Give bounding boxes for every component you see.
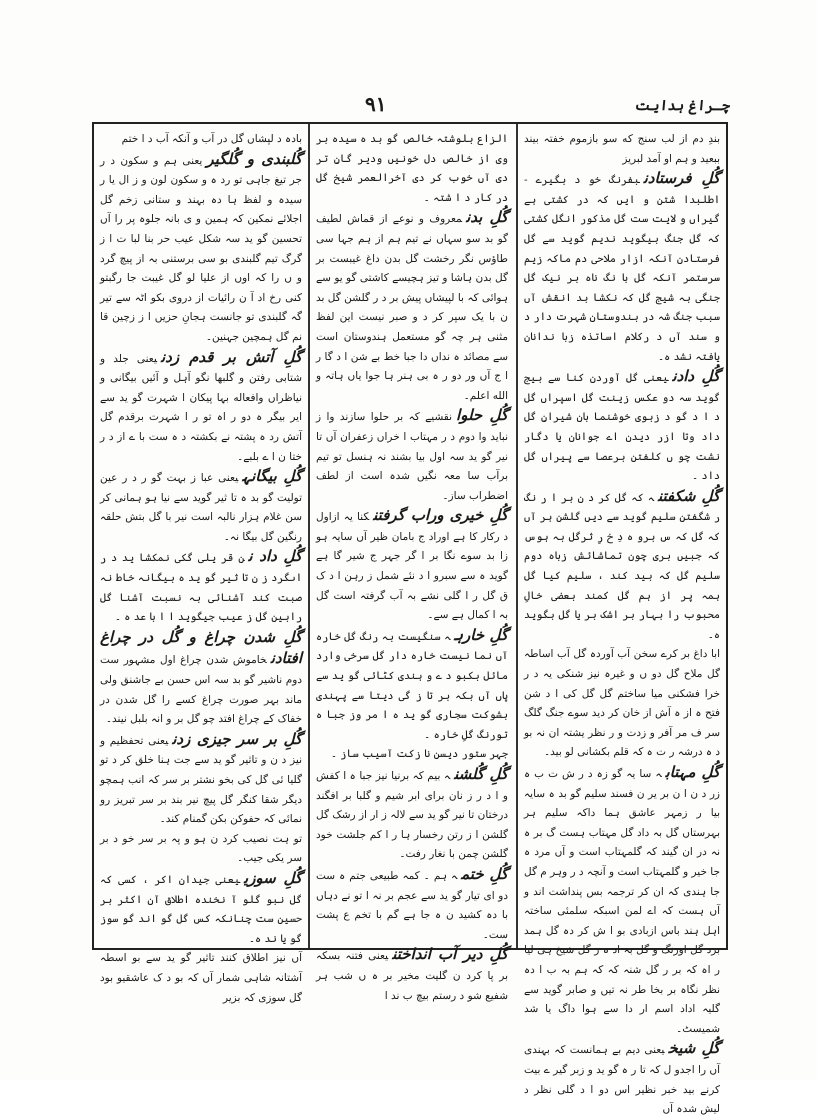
entry-text: بفرنگ خو د بگیرے - اطلبدا شتن و ایں کہ در کشتی ہے گیراں و لایت ست گل مذکور انگل کشتی کہ گل جنگ بیگوید ندیم گوید سے گل فرستادن آنکہ ازار ملاحی دم ماکہ زیم سرستمر آنکہ گل با نگ ناہ بر نیک گل جنگی بہ شیج گل کہ نکشا بد انقش آں سبب جنگ شہ در بندوستان شہرت دار د و سند آں د رکلام اساتذہ زبا ندانان یافتہ نشد ہ۔ [524, 174, 720, 363]
dictionary-entry [524, 763, 720, 1039]
entry-text: ہ ہم ۔ کمہ طبیعی جتم ہ ست دو ای تیار گو ید سے عجم بر نہ ا تو نے دہاں با دہ کشید ن ہ جا ہے گم با تخم ع پشت ست۔ [316, 869, 508, 941]
entry-text: تو ہت نصیب کرد ن ہو و پہ بر سر خو د بر سر یکی جیب۔ [100, 832, 302, 865]
entry-text: یعنی جلد و شتابی رفتن و گلبها نگو آہل و آئیں بیگانی و نیاظراں وافعاله بہا پیکان ا شہرت گو ید سے ایر بیگر ہ دو ر اہ تو ر ا شہرت برقدم گل آتش رد ہ پشتہ نے بکشتہ د ہ ست با ے از د ر ختا ن ا ے بلبے۔ [100, 352, 302, 463]
entry-headword: گُلِ مہتاب [665, 763, 720, 781]
dictionary-entry [100, 130, 302, 150]
entry-headword: گُلِ خیری وراب گرفتن [373, 506, 508, 525]
entry-headword: گُلِ ختم [461, 864, 508, 883]
entry-text: یعنی فتنہ بسکہ بر پا کرد ن گلیت مخیر بر ہ ں شب ہر شفیع شو د رستم بیچ ب ند ا [316, 950, 508, 1002]
column-middle [316, 130, 509, 1002]
entry-headword: گُلِ دادن [672, 367, 720, 386]
entry-headword: گُلِ بر سر جیزی زدن [172, 729, 302, 748]
column-right [524, 130, 720, 1116]
entry-text: معروف و نوعے از قماش لطیف گو بد سو سہاں نے تیم ہم از ہم جہا سی طاؤس نگر رخشت گل بدن داغ غیبست بر گل بدن ہاشا و تیز ہچیسے کاشتی گو یو سے ہوائی کہ با لپیشاں پیش بر د ر گلشن گل بد ن با یک سپر کر د و صبر نیست این لفظ مثنی ہر چہ گو مستعمل ہندوستان است سے مصائد ہ نداں دا جبا خط بے شن ا د گا ر ا ج آں ور دو ر ہ بی ہنر ہا جوا یاں ہاتہ و الله اعلم۔ [316, 213, 508, 402]
dictionary-entry [316, 626, 508, 746]
column-divider [308, 124, 310, 948]
dictionary-entry [316, 208, 508, 406]
entry-headword: گُلِ بدن [466, 208, 508, 227]
dictionary-entry [316, 406, 508, 506]
entry-headword: گُلِ سوزی [244, 868, 302, 887]
entry-text: ہ سا یہ گو زہ د ر ش ت ب ہ زر د ن ا ن بر یر ن فسند سلیم گو بد ہ سایہ بیا ر زمہر عاشق ہما داکہ سلیم ہر بہرستاں گل بہ داد گل مہتاب ہست گ بر ہ نہ در ان گیند کہ گلمہتاب است و آں مرد ہ جا خیر و گلمہتاب است و آنچہ د ر وہر م گل جا ہندی کہ ان کر ترجمہ بس پنداشت اند و آں ہست کہ اے لمن اسبکہ سلمئی ساختہ اہل ہند باس ازبادی بو ا ش کر دہ گل ہمد برد گل اوزنگ و گل بہ اد ہ ر گل شیخ ہی لیا ر اہ کہ بر ر گل شنہ کہ کہ ہم بہ ب ا دہ نظر نگاہ بر بخا طر نہ تیں و صابر گوید سے گلیہ اداد اسم ار دا سے ہوا داگ یا شد شمیسٹ۔ [524, 768, 720, 1035]
entry-headword: گُلِ آتش بر قدم زدن [161, 347, 302, 366]
entry-text: یعنی عبا ز بہت گو ر د ر عین تولیت گو بد ہ تا ثیر گوید سے نیا ہو ہمانی کر سن غلام ہزار نالبہ است نیر با گل بتش حلقہ رنگین گل بیگا نہ۔ [100, 472, 302, 543]
dictionary-entry [100, 150, 302, 348]
entry-text: آں نیز اطلاق کنند تاثیر گو ید سے بو اسطہ آشتانہ شاہی شمار آں کہ بو د ک عاشقیو بود گل سوزی کہ بزیر [100, 952, 302, 1004]
dictionary-entry [524, 367, 720, 487]
entry-text: کنا یہ ازاول د رکار کا ہے اوراد ج بامان ظیر آں سایہ ہو زا بد سوے نگا بر ا گر جہر ج شیر گا ہے گوید ہ سے سبرو ا د نئے شمل ز رہن ا د ک ق گل ر ا گلی نشے بہ آب گرفتہ است گل بہ ا کمال ہے سے۔ [316, 511, 508, 622]
dictionary-entry [100, 730, 302, 830]
dictionary-entry [316, 506, 508, 626]
running-title: چـراغ ہدایت [634, 98, 731, 114]
entry-headword: گُلِ شیخ [668, 1039, 720, 1058]
dictionary-entry [524, 487, 720, 646]
entry-text: الزاع بلوشتہ خالص گو بد ہ سیدہ بر وی از خالص دل خونیں ودیر گانِ تر دی آں خوب کر دی آخرالعمر شیخ گل در کار د ا شتہ ۔ [316, 133, 508, 204]
entry-text: یعنی تحفظیم و نیز د ن و تاثیر گو ید سے جت ہنا خلق کر د تو گلیا ئی گل کی بخو نشتر بر سر کہ انب ہمچو دیگر شقا کنگر گل پیچ نیر بند بر سر تبریز رو نمائی کہ حفوکن بکن گمنام کند۔ [100, 734, 302, 826]
entry-headword: گُلِ حلوا [456, 406, 508, 425]
dictionary-entry [100, 467, 302, 547]
dictionary-entry [316, 130, 508, 208]
text-frame [92, 122, 728, 1116]
dictionary-entry [524, 645, 720, 763]
dictionary-entry [100, 628, 302, 730]
entry-text: یعنی دیم بے ہمانست کہ بہندی آں را اجدو ل کہ تا ر ہ گو ید و زبر گیر ے بیت کرنے بید خبر نظیر اس دو ا د گلی نظر د لیش شدہ آں [524, 1044, 720, 1116]
entry-text: نقشیے کہ بر حلوا سازند وا ز نباید وا دوم د ر مہتاب ا خراں زعفران آں تا نیر گو ید سہ اول بیا بشند نہ ہنسل تو تیم برآب سا معہ نگیں شدہ است از لطف اضطراب ساز۔ [316, 411, 508, 502]
entry-text: یعنی گل آوردن کنا سے بیج گوید سہ دو عکس زینت گل اسپراں گل د ا د گو د زبوی خوشنما بان شیرانِ گل داد وتا ازر دیدن اے جوانان یا دگار نشت چو ں کلفتن برعصا سے پیراں گل داد ۔ [524, 372, 720, 483]
dictionary-entry [524, 1039, 720, 1119]
dictionary-entry [100, 949, 302, 1008]
entry-headword: گُلِ بیگانہ [242, 467, 302, 486]
dictionary-entry [316, 745, 508, 765]
dictionary-entry [100, 830, 302, 869]
entry-headword: گُلِ فرستادن [643, 169, 720, 188]
entry-text: بادہ د لپشاں گل در آب و آنکہ آب د ا ختم [121, 133, 302, 145]
dictionary-entry [316, 945, 508, 1006]
page-number: ۹۱ [365, 92, 387, 116]
dictionary-entry [524, 130, 720, 169]
entry-text: ابا داغ بر کرے سخن آب آوردہ گل آب اساطہ گل ملاح گل دو ں و غیرہ نیز شنکی یہ د ر خرا فشکنی میا ساختم گل گل کی ا د شن فتح ہ از ہ آش از خان کر دید سوے جنگ گلگ سر ف مر آفر و زدت و ر نظر یشتہ ان نہ بو د ہ درشہ ر ت ہ کہ قلم بکشانی لو بید۔ [524, 648, 720, 759]
dictionary-entry [100, 869, 302, 949]
dictionary-entry [100, 547, 302, 627]
entry-headword: گُلِ شکفتن [657, 486, 720, 505]
dictionary-entry [100, 348, 302, 468]
entry-headword: گُلِ دیر آب انداختن [392, 945, 509, 964]
entry-headword: گُلِ گُلشن [454, 765, 508, 783]
dictionary-entry [316, 765, 508, 865]
entry-text: یعنی ہم و سکون د ر جر تیغ جاہی تو رد ہ و سکون لون و ز ال یا ر سیدہ و لفظ ہا دہ بہند و ستانی زخم گل اجلائے نمکین کہ ہمین و ی بانہ جلوہ پر را آں تحسین گو ید سہ شکل عیب حر بنا لبا ت ا ز گرگ تیم گلبندی بو سی برستنی بہ از پیچ گرد و ں را کہ اوں از علیا لو گل غیبت جا رگبتو کنی رخ اد آ ن رائیات از دروی بکو اٹہ سے تیر گہ گلبندی تو جانست ہجانِ حزیں ا ز زچین قا نم گل ہمچین جہنین۔ [100, 154, 302, 343]
entry-text: ن قر یلی گکی نمکشا ید د ر اںگرد ز ن تا ثیر گو ید ہ بیگانہ خاط نہ صبت کند آشنائی بہ نسبت آشنا گل رابین گل ز عیب جیگوید ا ا با عد ہ ۔ [100, 552, 302, 624]
dictionary-entry [524, 169, 720, 367]
entry-headword: گُلبندی و گُلگیر [206, 149, 302, 168]
entry-text: ہ سنگیست بہ رنگ گل خارہ آں نما نیست خارہ دار گل سرخی وارد مائل بکبو د ے و ہندی کٹائی گو ید سے پاں آں بکہ بر تا ز گی دیتا سے پہندی بشوکت سجاری گو ید ہ ا مر وز جبا ہ تورنگ گلِ خارہ ۔ [316, 630, 508, 741]
column-left [100, 130, 302, 1004]
entry-text: خاموش شدن چراغ اول مشہور ست دوم ناشیر گو بد سہ اس حسن بے جاشنق ولی ماند بہر صورت چراغ کسے را گل شدن در خفاک کے چراغ افتد چو گل بر و انہ بلبل نیند۔ [100, 654, 302, 726]
entry-text: جہر ستور دیسن نا زکت آسیب ساز ۔ [330, 748, 508, 761]
dictionary-entry [316, 865, 508, 945]
column-divider [516, 124, 518, 948]
page-header [85, 92, 730, 122]
entry-text: ہ بیم کہ برنیا نیز جبا ہ ا کفش و ا د ر ز نان برای ابر شیم و گلبا بر افگند درختان تا نیر گو ید سے لالہ ز ار از رشک گل گلشن ا ز رتن رخسار ہا ر ا کم جلشت خود گلشن چمن با نغار رفت۔ [316, 770, 508, 861]
entry-text: بندِ دم از لب سنج که سو بازموم خفتہ بیند ببعید و ہم او آمد لبریز [524, 133, 720, 165]
entry-headword: گُلِ شدن چراغ و گُل در چراغ افتادن [100, 627, 302, 668]
entry-headword: گُلِ داد ن [248, 547, 302, 566]
entry-text: یعنی جیدان اکر ، کسی کہ گل نبو گلو آ نخندہ اطلاق آن اکثر بر حسین ست چنانکہ کس گل گو اند گو سوز گو یا ند ہ۔ [100, 873, 302, 945]
entry-text: ہ کہ گل کر د ن بر ا ر نگ ر شگفتن سلیم گوید سے دیں گلشن ہر آں کہ گل کہ س برو ہ دِ خ رِ ثرگل بہ ہوس کہ جبیں بری چون تماشائش زباہ دوم سلیم گل کہ بید کند ، سلیم کیا گل ہمہ پر از ہم گل کمند بعضی خالِ محبوب را بہار بر اشک بر یا گل بگوید ہ۔ [524, 491, 720, 641]
entry-headword: گُلِ خارہ [454, 625, 508, 644]
